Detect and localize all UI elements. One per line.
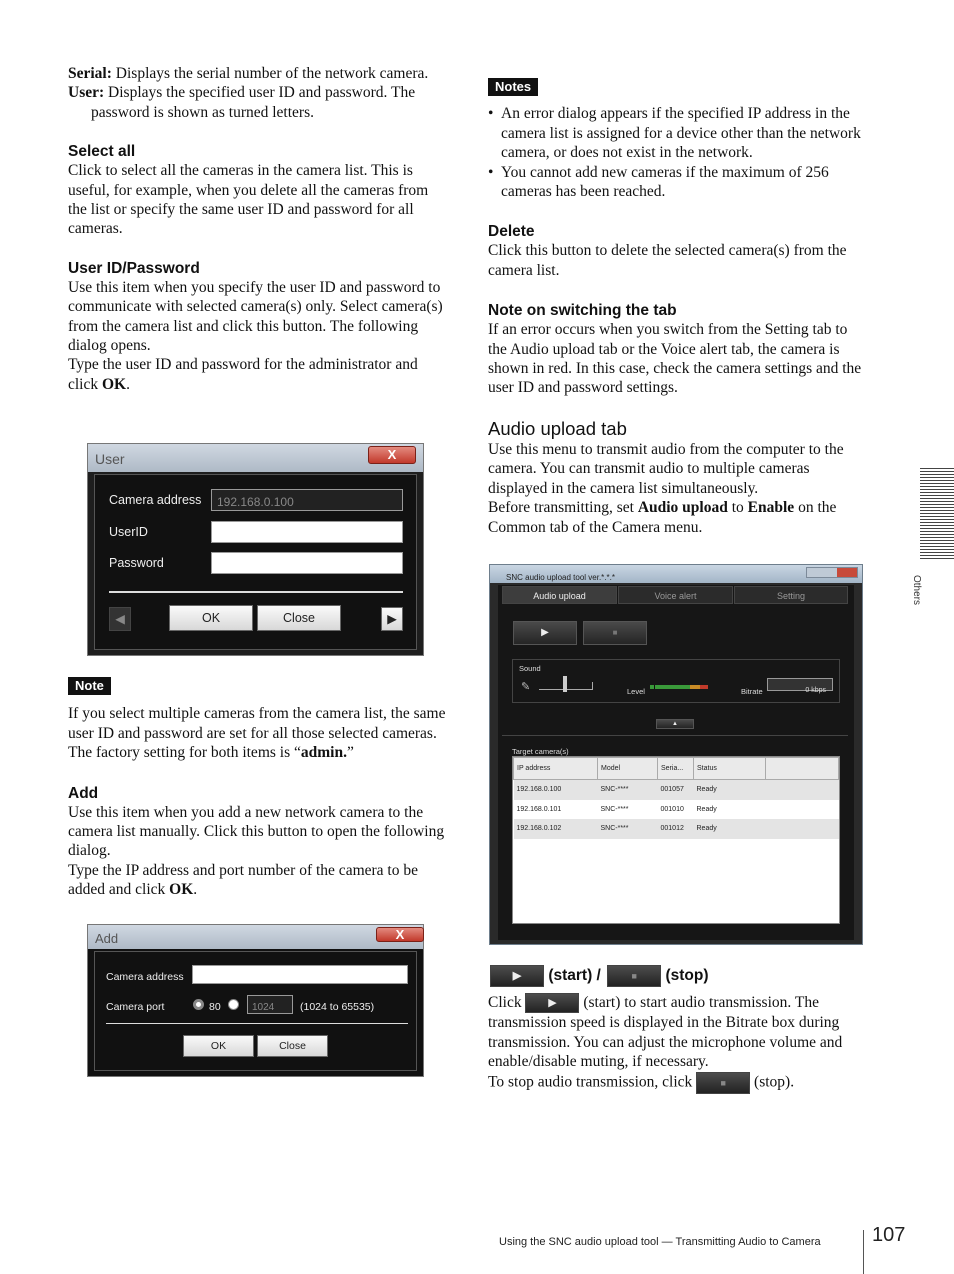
bitrate-label: Bitrate [741, 687, 763, 696]
add-dialog-titlebar [88, 925, 423, 949]
divider [109, 591, 403, 593]
audio-upload-text: Use this menu to transmit audio from the computer to the camera. You can transmit audio to multiple cameras displayed in the camera list simultaneously. [488, 440, 844, 497]
tool-titlebar [490, 565, 862, 583]
switching-heading: Note on switching the tab [488, 302, 677, 320]
add-dialog-title: Add [95, 931, 119, 946]
cell-serial: 001057 [660, 786, 684, 794]
table-header [514, 758, 839, 780]
camera-address-label: Camera address [106, 971, 184, 983]
cell-status: Ready [696, 825, 717, 833]
divider [502, 735, 848, 736]
cell-model: SNC-**** [600, 825, 629, 833]
userid-input[interactable] [211, 521, 403, 543]
stop-button-icon: ■ [607, 965, 661, 987]
table-row[interactable] [514, 800, 839, 819]
sound-label: Sound [519, 664, 541, 673]
note-block [68, 676, 446, 900]
camera-list[interactable] [512, 756, 840, 924]
ok-button[interactable]: OK [169, 605, 253, 631]
cell-ip: 192.168.0.100 [516, 786, 562, 794]
side-tab-label: Others [911, 575, 922, 606]
cell-status: Ready [696, 786, 717, 794]
start-stop-body [488, 993, 866, 1094]
column-model[interactable]: Model [598, 758, 658, 780]
note-badge: Note [68, 677, 111, 695]
cell-status: Ready [696, 805, 717, 813]
collapse-button[interactable]: ▲ [656, 719, 694, 729]
notes-list [488, 104, 866, 201]
microphone-icon[interactable]: ✎ [521, 681, 531, 693]
user-id-password-text: Use this item when you specify the user ID and password to communicate with selected camera(s) only. Select camera(s) from the camera list and click this button. The following dialog opens. [68, 278, 443, 355]
volume-slider-handle[interactable] [563, 676, 567, 692]
stop-button-inline: ■ [696, 1072, 750, 1094]
tab-setting[interactable]: Setting [734, 586, 848, 604]
start-heading-text: (start) / [548, 967, 601, 984]
user-dialog-body [94, 474, 417, 650]
start-description: Click ▶ (start) to start audio transmission. The transmission speed is displayed in the Bitrate box during transmission. You can adjust the microphone volume and enable/disable muting, if necessary. [488, 994, 843, 1071]
tool-title: SNC audio upload tool ver.*.*.* [506, 573, 615, 582]
add-heading: Add [68, 784, 99, 802]
user-id-password-heading: User ID/Password [68, 259, 200, 277]
start-button-icon: ▶ [490, 965, 544, 987]
close-icon[interactable]: X [368, 446, 416, 464]
footer-text: Using the SNC audio upload tool — Transmitting Audio to Camera [499, 1236, 821, 1248]
cell-serial: 001012 [660, 825, 684, 833]
port-custom-radio[interactable] [228, 999, 239, 1010]
tab-audio-upload[interactable]: Audio upload [502, 586, 617, 604]
note-text: If you select multiple cameras from the camera list, the same user ID and password are set for all those selected cameras. The factory setting for both items is “admin.” [68, 705, 446, 762]
cell-model: SNC-**** [600, 786, 629, 794]
add-dialog [87, 924, 424, 1077]
column-serial[interactable]: Seria... [658, 758, 694, 780]
cell-blank [766, 780, 839, 800]
cell-serial: 001010 [660, 805, 684, 813]
stop-heading-text: (stop) [665, 967, 709, 984]
audio-upload-tool-window [489, 564, 863, 945]
play-button[interactable]: ▶ [513, 621, 577, 645]
userid-label: UserID [109, 525, 148, 539]
sound-group [512, 659, 840, 703]
tab-voice-alert[interactable]: Voice alert [618, 586, 733, 604]
notes-badge: Notes [488, 78, 538, 96]
level-label: Level [627, 687, 645, 696]
window-controls-icon[interactable] [806, 567, 858, 578]
select-all-text: Click to select all the cameras in the camera list. This is useful, for example, when you delete all the cameras from the list or specify the same user ID and password for all cameras. [68, 162, 429, 238]
column-status[interactable]: Status [694, 758, 766, 780]
add-dialog-body [94, 951, 417, 1071]
serial-definition: Serial: Displays the serial number of the network camera. [68, 65, 429, 82]
audio-upload-enable-text: Before transmitting, set Audio upload to Enable on the Common tab of the Camera menu. [488, 499, 837, 536]
column-blank [766, 758, 839, 780]
level-meter [650, 685, 708, 689]
port-80-radio[interactable] [193, 999, 204, 1010]
start-button-inline: ▶ [525, 993, 579, 1013]
stop-description: To stop audio transmission, click ■ (stop). [488, 1072, 866, 1094]
tool-content [498, 585, 854, 940]
user-id-password-ok-text: Type the user ID and password for the administrator and click OK. [68, 356, 418, 393]
delete-heading: Delete [488, 223, 535, 241]
page-number: 107 [872, 1224, 906, 1246]
port-80-label: 80 [209, 1001, 221, 1013]
cell-blank [766, 800, 839, 819]
start-stop-heading [490, 964, 870, 988]
password-label: Password [109, 556, 164, 570]
right-column [488, 77, 866, 537]
user-dialog [87, 443, 424, 656]
user-definition: User: Displays the specified user ID and password. The password is shown as turned letters. [68, 84, 416, 121]
next-arrow-icon[interactable]: ▶ [381, 607, 403, 631]
add-text: Use this item when you add a new network camera to the camera list manually. Click this button to open the following dialog. [68, 803, 445, 860]
close-button[interactable]: Close [257, 1035, 328, 1057]
select-all-heading: Select all [68, 143, 136, 161]
stop-button[interactable]: ■ [583, 621, 647, 645]
cell-model: SNC-**** [600, 805, 629, 813]
footer-divider [863, 1230, 864, 1274]
delete-text: Click this button to delete the selected camera(s) from the camera list. [488, 242, 847, 279]
cell-ip: 192.168.0.101 [516, 805, 562, 813]
close-button[interactable]: Close [257, 605, 341, 631]
camera-address-label: Camera address [109, 493, 202, 507]
camera-port-label: Camera port [106, 1001, 165, 1013]
section-tab-marker [920, 468, 954, 560]
close-icon[interactable]: X [376, 927, 424, 942]
left-column [68, 64, 446, 394]
list-item: • You cannot add new cameras if the maximum of 256 cameras has been reached. [488, 163, 866, 202]
port-range-label: (1024 to 65535) [300, 1001, 375, 1013]
camera-port-input[interactable]: 1024 [247, 995, 293, 1014]
target-cameras-label: Target camera(s) [512, 747, 569, 756]
column-ip-address[interactable]: IP address [514, 758, 598, 780]
ok-button[interactable]: OK [183, 1035, 254, 1057]
divider [106, 1023, 408, 1024]
add-ok-text: Type the IP address and port number of the camera to be added and click OK. [68, 861, 418, 899]
camera-address-field: 192.168.0.100 [211, 489, 403, 511]
user-dialog-title: User [95, 451, 125, 467]
cell-ip: 192.168.0.102 [516, 825, 562, 833]
list-item: • An error dialog appears if the specified IP address in the camera list is assigned for a device other than the network camera, or does not exist in the network. [488, 104, 866, 162]
cell-blank [766, 819, 839, 838]
camera-address-input[interactable] [192, 965, 408, 984]
audio-upload-heading: Audio upload tab [488, 417, 627, 439]
table-row[interactable] [514, 780, 839, 800]
switching-text: If an error occurs when you switch from the Setting tab to the Audio upload tab or the Voice alert tab, the camera is shown in red. In this case, check the camera settings and the user ID and password settings. [488, 321, 862, 397]
camera-table [513, 757, 839, 839]
prev-arrow-icon[interactable]: ◀ [109, 607, 131, 631]
bitrate-field: 0 kbps [767, 678, 833, 691]
password-input[interactable] [211, 552, 403, 574]
table-row[interactable] [514, 819, 839, 838]
